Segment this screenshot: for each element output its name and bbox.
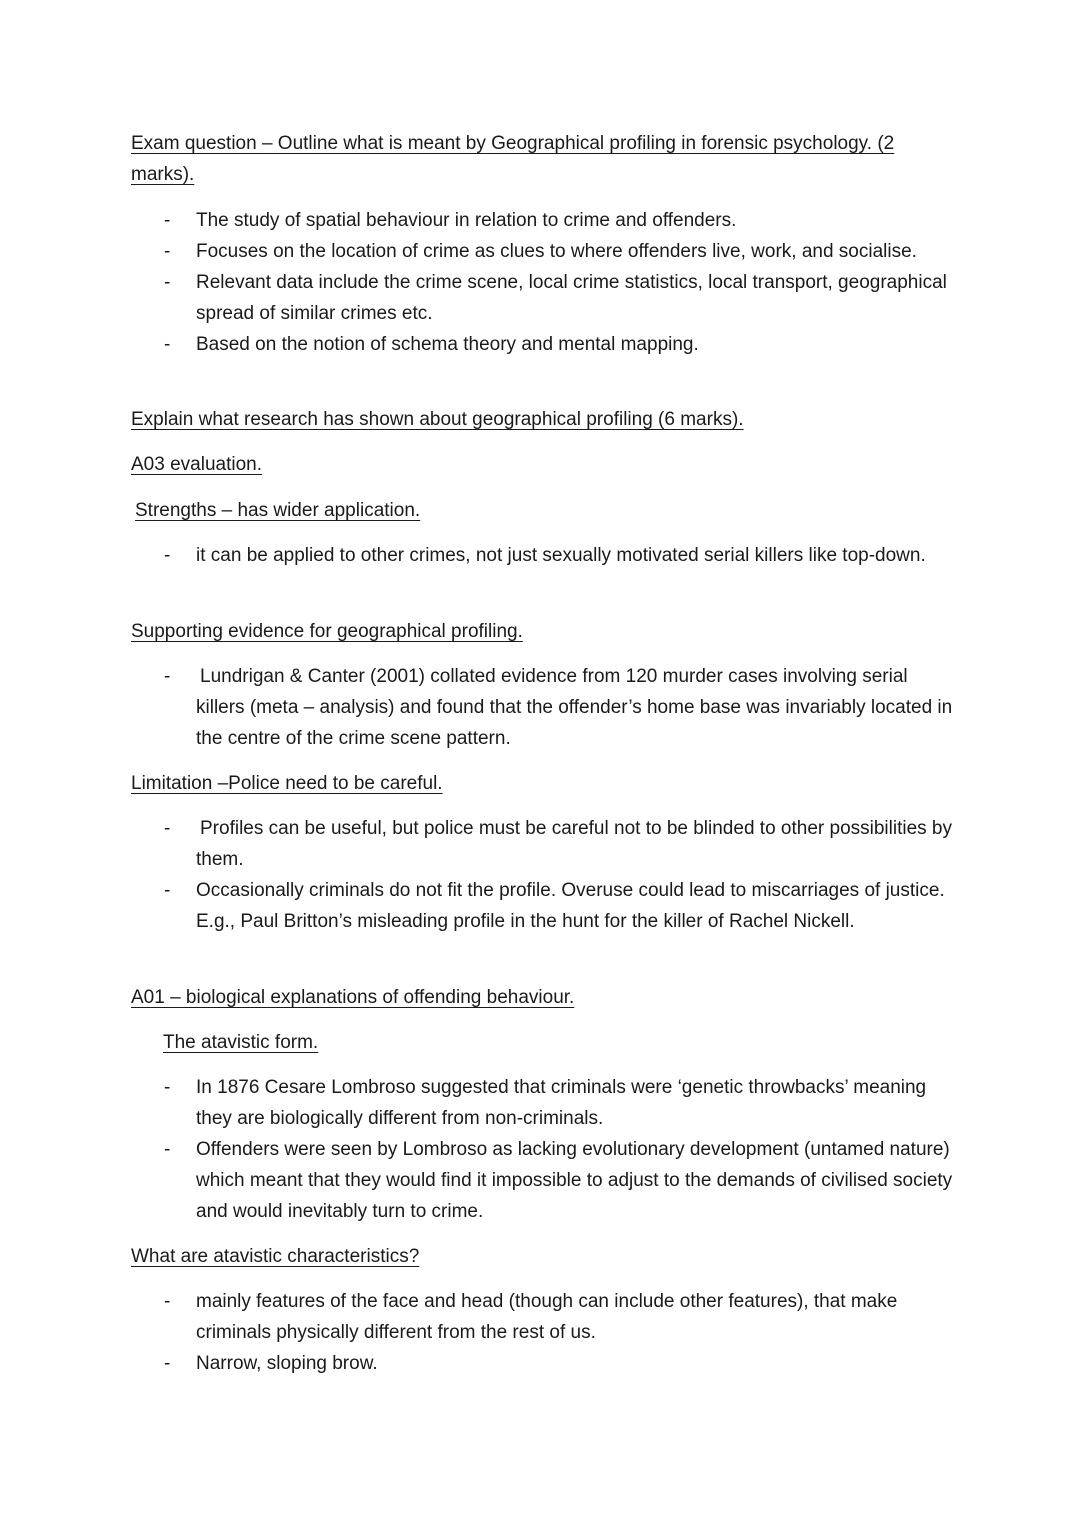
list-item-text: Occasionally criminals do not fit the profile. Overuse could lead to miscarriages of justice. E.g., Paul Britton’s misleading profile in the hunt for the killer of Rachel Nickell. bbox=[196, 880, 945, 932]
list-item-text: Focuses on the location of crime as clues to where offenders live, work, and socialise. bbox=[196, 241, 917, 262]
characteristics-list bbox=[0, 1286, 1080, 1379]
limitation-heading: Limitation –Police need to be careful. bbox=[131, 773, 443, 794]
list-item-text: Narrow, sloping brow. bbox=[196, 1353, 378, 1374]
list-item bbox=[0, 267, 956, 329]
list-item bbox=[0, 329, 956, 360]
list-item-text: Relevant data include the crime scene, local crime statistics, local transport, geographical spread of similar crimes etc. bbox=[196, 272, 947, 324]
limitation-list bbox=[0, 813, 1080, 937]
bullet-dash: - bbox=[164, 880, 171, 901]
bullet-dash: - bbox=[164, 1139, 171, 1160]
list-item-text: Profiles can be useful, but police must be careful not to be blinded to other possibilities by them. bbox=[196, 818, 952, 870]
strengths-list bbox=[0, 540, 1080, 571]
explain-research-heading: Explain what research has shown about geographical profiling (6 marks). bbox=[131, 409, 744, 430]
bullet-dash: - bbox=[164, 1077, 171, 1098]
list-item-text: Offenders were seen by Lombroso as lacking evolutionary development (untamed nature) which meant that they would find it impossible to adjust to the demands of civilised society and would inevitably turn to crime. bbox=[196, 1139, 953, 1222]
list-item bbox=[0, 1348, 956, 1379]
a03-evaluation-heading: A03 evaluation. bbox=[131, 454, 262, 475]
supporting-list bbox=[0, 661, 1080, 754]
list-item bbox=[0, 540, 956, 571]
bullet-dash: - bbox=[164, 545, 171, 566]
bullet-dash: - bbox=[164, 334, 171, 355]
list-item-text: mainly features of the face and head (though can include other features), that make criminals physically different from the rest of us. bbox=[196, 1291, 898, 1343]
bullet-dash: - bbox=[164, 1353, 171, 1374]
strengths-heading: Strengths – has wider application. bbox=[135, 500, 421, 521]
list-item bbox=[0, 661, 956, 754]
list-item bbox=[0, 1286, 956, 1348]
list-item-text: In 1876 Cesare Lombroso suggested that criminals were ‘genetic throwbacks’ meaning they are biologically different from non-criminals. bbox=[196, 1077, 927, 1129]
supporting-evidence-heading: Supporting evidence for geographical profiling. bbox=[131, 621, 523, 642]
bullet-dash: - bbox=[164, 666, 171, 687]
list-item bbox=[0, 1134, 956, 1227]
a01-heading: A01 – biological explanations of offending behaviour. bbox=[131, 987, 575, 1008]
list-item bbox=[0, 205, 956, 236]
list-item-text: The study of spatial behaviour in relation to crime and offenders. bbox=[196, 210, 737, 231]
bullet-dash: - bbox=[164, 272, 171, 293]
list-item bbox=[0, 813, 956, 875]
bullet-dash: - bbox=[164, 210, 171, 231]
list-item-text: it can be applied to other crimes, not just sexually motivated serial killers like top-down. bbox=[196, 545, 926, 566]
exam-question-heading: Exam question – Outline what is meant by Geographical profiling in forensic psychology. (2 marks). bbox=[131, 133, 895, 185]
atavistic-list bbox=[0, 1072, 1080, 1227]
atavistic-form-heading: The atavistic form. bbox=[163, 1032, 319, 1053]
list-item bbox=[0, 1072, 956, 1134]
list-item-text: Lundrigan & Canter (2001) collated evidence from 120 murder cases involving serial killers (meta – analysis) and found that the offender’s home base was invariably located in the centre of the crime scene pattern. bbox=[196, 666, 953, 749]
atavistic-characteristics-heading: What are atavistic characteristics? bbox=[131, 1246, 420, 1267]
list-item-text: Based on the notion of schema theory and mental mapping. bbox=[196, 334, 699, 355]
list-item bbox=[0, 236, 956, 267]
list-item bbox=[0, 875, 956, 937]
definition-list bbox=[0, 205, 1080, 360]
bullet-dash: - bbox=[164, 1291, 171, 1312]
bullet-dash: - bbox=[164, 241, 171, 262]
bullet-dash: - bbox=[164, 818, 171, 839]
